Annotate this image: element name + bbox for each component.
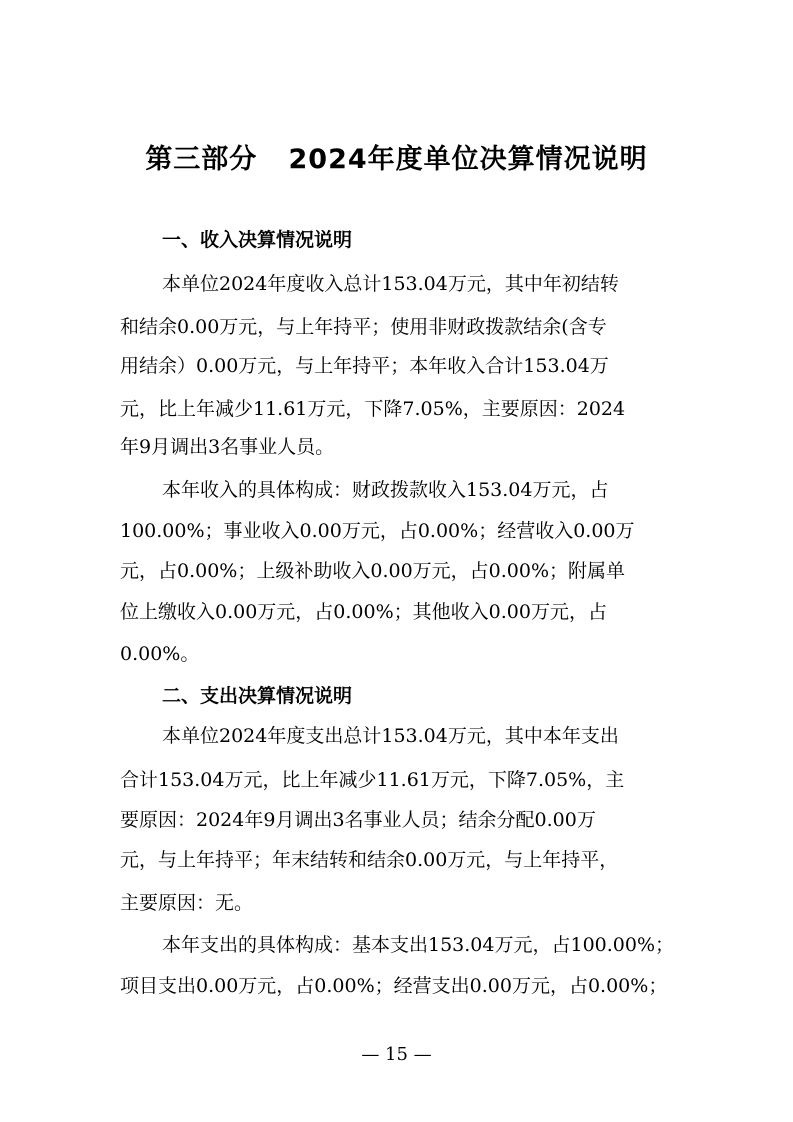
section-heading-income: 一、收入决算情况说明 (162, 229, 353, 251)
paragraph-line: 100.00%；事业收入0.00万元，占0.00%；经营收入0.00万 (120, 520, 635, 542)
paragraph-line: 项目支出0.00万元，占0.00%；经营支出0.00万元，占0.00%； (120, 975, 668, 997)
paragraph-line: 位上缴收入0.00万元，占0.00%；其他收入0.00万元，占 (120, 601, 607, 623)
paragraph-line: 元，与上年持平；年末结转和结余0.00万元，与上年持平， (120, 849, 619, 871)
paragraph-line: 要原因：2024年9月调出3名事业人员；结余分配0.00万 (120, 809, 596, 831)
paragraph-line: 本单位2024年度支出总计153.04万元，其中本年支出 (162, 725, 619, 747)
paragraph-line: 主要原因：无。 (120, 892, 254, 914)
paragraph-line: 0.00%。 (120, 643, 200, 665)
paragraph-line: 本单位2024年度收入总计153.04万元，其中年初结转 (162, 273, 619, 295)
paragraph-line: 年9月调出3名事业人员。 (120, 436, 335, 458)
paragraph-line: 元，占0.00%；上级补助收入0.00万元，占0.00%；附属单 (120, 560, 626, 582)
paragraph-line: 本年支出的具体构成：基本支出153.04万元，占100.00%； (162, 934, 675, 956)
page-title: 第三部分 2024年度单位决算情况说明 (145, 144, 648, 175)
paragraph-line: 本年收入的具体构成：财政拨款收入153.04万元，占 (162, 479, 609, 501)
paragraph-line: 元，比上年减少11.61万元，下降7.05%，主要原因：2024 (120, 398, 626, 420)
paragraph-line: 和结余0.00万元，与上年持平；使用非财政拨款结余(含专 (120, 316, 607, 338)
paragraph-line: 合计153.04万元，比上年减少11.61万元，下降7.05%，主 (120, 769, 625, 791)
paragraph-line: 用结余）0.00万元，与上年持平；本年收入合计153.04万 (120, 355, 609, 377)
section-heading-expenditure: 二、支出决算情况说明 (162, 685, 353, 707)
page-number: — 15 — (361, 1044, 432, 1065)
